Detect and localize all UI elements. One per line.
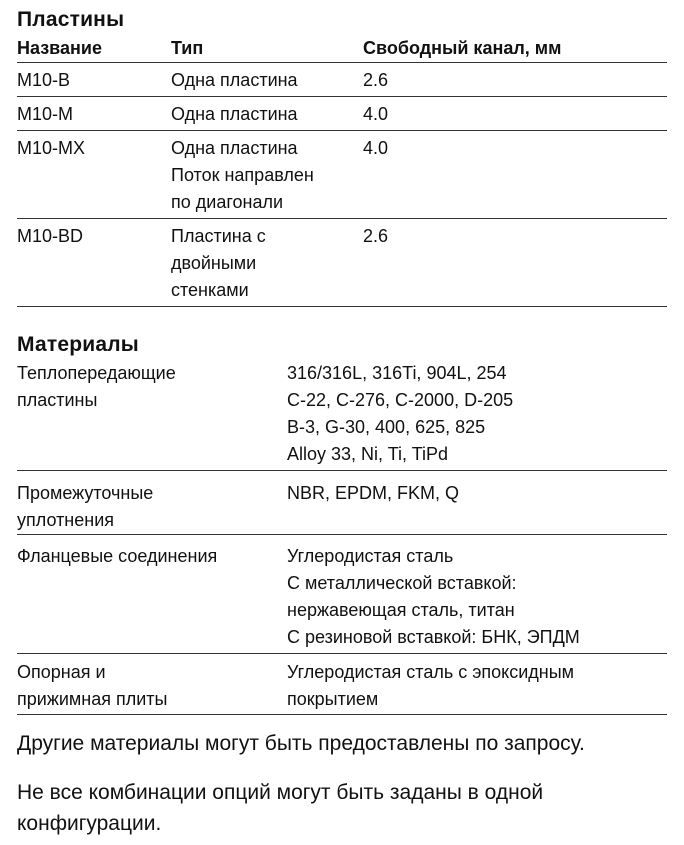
plates-table-header (17, 36, 667, 63)
plate-name: M10-MX (17, 131, 171, 219)
material-label: Фланцевые соединения (17, 535, 287, 654)
plate-type: Одна пластина (171, 97, 363, 131)
table-row (17, 535, 667, 654)
material-label: Теплопередающие пластины (17, 358, 287, 471)
plate-channel: 4.0 (363, 97, 667, 131)
note-other-materials: Другие материалы могут быть предоставлены по запросу. (17, 732, 585, 755)
plate-type: Пластина с двойными стенками (171, 219, 363, 307)
plates-table (17, 63, 667, 307)
materials-table (17, 358, 667, 715)
materials-section-title: Материалы (17, 333, 139, 356)
material-value: Углеродистая сталь С металлической вставкой: нержавеющая сталь, титан С резиновой вставкой: БНК, ЭПДМ (287, 535, 667, 654)
table-row (17, 131, 667, 219)
table-row (17, 358, 667, 471)
plate-type: Одна пластина (171, 63, 363, 97)
header-name: Название (17, 38, 102, 58)
table-row (17, 97, 667, 131)
note-combinations: Не все комбинации опций могут быть заданы в одной конфигурации. (17, 781, 544, 835)
plate-channel: 2.6 (363, 219, 667, 307)
material-value: 316/316L, 316Ti, 904L, 254 C-22, C-276, C-2000, D-205 B-3, G-30, 400, 625, 825 Alloy 33, Ni, Ti, TiPd (287, 358, 667, 471)
table-row (17, 63, 667, 97)
material-label: Промежуточные уплотнения (17, 471, 287, 535)
plate-name: M10-BD (17, 219, 171, 307)
plate-name: M10-M (17, 97, 171, 131)
plate-type: Одна пластина Поток направлен по диагонали (171, 131, 363, 219)
plate-channel: 2.6 (363, 63, 667, 97)
header-channel: Свободный канал, мм (363, 38, 562, 58)
table-row (17, 471, 667, 535)
material-value: Углеродистая сталь с эпоксидным покрытием (287, 654, 667, 715)
material-value: NBR, EPDM, FKM, Q (287, 471, 667, 535)
material-label: Опорная и прижимная плиты (17, 654, 287, 715)
header-type: Тип (171, 38, 204, 58)
table-row (17, 219, 667, 307)
table-row (17, 654, 667, 715)
plate-name: M10-B (17, 63, 171, 97)
plate-channel: 4.0 (363, 131, 667, 219)
plates-section-title: Пластины (17, 8, 125, 31)
